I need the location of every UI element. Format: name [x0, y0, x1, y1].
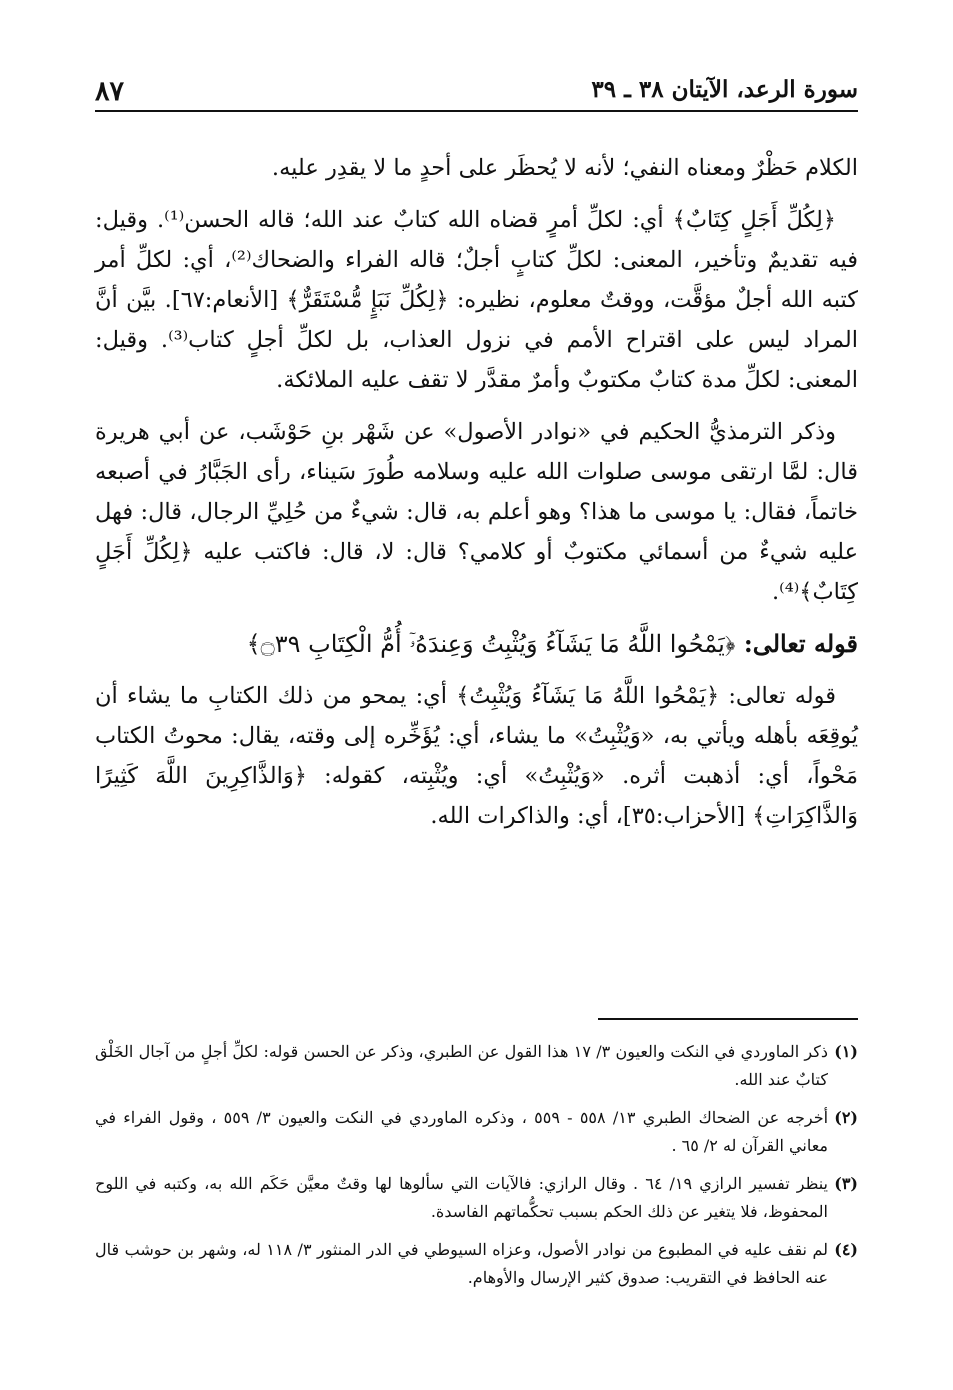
main-text	[95, 148, 858, 848]
footnote-text: أخرجه عن الضحاك الطبري ١٣/ ٥٥٨ - ٥٥٩ ، وذكره الماوردي في النكت والعيون ٣/ ٥٥٩ ، وقول الفراء في معاني القرآن له ٢/ ٦٥ .	[95, 1108, 829, 1155]
footnote	[95, 1038, 858, 1094]
footnote-number: (١)	[834, 1042, 858, 1061]
footnote-text: ينظر تفسير الرازي ١٩/ ٦٤ . وقال الرازي: فالآيات التي سألوها لها وقتٌ معيَّن حَكَم الله به، وكتبه في اللوح المحفوظ، فلا يتغير عن ذلك الحكم بسبب تحكُّماتهم الفاسدة.	[95, 1174, 829, 1221]
footnote-number: (٣)	[834, 1174, 858, 1193]
paragraph: ﴿لِكُلِّ أَجَلٍ كِتَابٌ﴾ أي: لكلِّ أمرٍ قضاه الله كتابٌ عند الله؛ قاله الحسن⁽¹⁾. وقيل: فيه تقديمٌ وتأخير، المعنى: لكلِّ كتابٍ أجلٌ؛ قاله الفراء والضحاك⁽²⁾، أي: لكلِّ أمر كتبه الله أجلٌ مؤقَّت، ووقتٌ معلوم، نظيره: ﴿لِكُلِّ نَبَإٍ مُّسْتَقَرٌّ﴾ [الأنعام:٦٧]. بيَّن أنَّ المراد ليس على اقتراح الأمم في نزول العذاب، بل لكلِّ أجلٍ كتاب⁽³⁾. وقيل: المعنى: لكلِّ مدة كتابٌ مكتوبٌ وأمرٌ مقدَّر لا تقف عليه الملائكة.	[95, 207, 858, 393]
paragraph: وذكر الترمذيُّ الحكيم في «نوادر الأصول» عن شَهْر بنِ حَوْشَب، عن أبي هريرة قال: لمَّا ارتقى موسى صلوات الله عليه وسلامه طُورَ سَيناء، رأى الجَبَّارُ في أصبعه خاتماً، فقال: يا موسى ما هذا؟ وهو أعلم به، قال: شيءٌ من حُلِيِّ الرجال، قال: فهل عليه شيءٌ من أسمائي مكتوبٌ أو كلامي؟ قال: لا، قال: فاكتب عليه ﴿لِكُلِّ أَجَلٍ كِتَابٌ﴾⁽⁴⁾.	[95, 419, 858, 605]
footnote	[95, 1236, 858, 1292]
running-title: سورة الرعد، الآيتان ٣٨ ـ ٣٩	[591, 76, 858, 103]
footnote-text: ذكر الماوردي في النكت والعيون ٣/ ١٧ هذا القول عن الطبري، وذكر عن الحسن قوله: لكلِّ أجلٍ من آجال الخَلْق كتابٌ عند الله.	[95, 1042, 828, 1089]
verse-heading	[95, 624, 858, 664]
paragraph: قوله تعالى: ﴿يَمْحُوا اللَّهُ مَا يَشَآءُ وَيُثْبِتُ﴾ أي: يمحو من ذلك الكتابِ ما يشاء أن يُوقِعَه بأهله ويأتي به، «وَيُثْبِتُ» ما يشاء، أي: يُؤَخِّره إلى وقته، يقال: محوتُ الكتاب مَحْواً، أي: أذهبت أثره. «وَيُثْبِتُ» أي: ويُثْبِته، كقوله: ﴿وَالذَّاكِرِينَ اللَّهَ كَثِيرًا وَالذَّاكِرَاتِ﴾ [الأحزاب:٣٥]، أي: والذاكرات الله.	[95, 683, 858, 829]
footnotes	[95, 1038, 858, 1302]
verse-text: ﴿يَمْحُوا اللَّهُ مَا يَشَآءُ وَيُثْبِتُ وَعِندَهُۥٓ أُمُّ الْكِتَابِ ۝٣٩﴾	[246, 630, 736, 658]
footnote-divider	[598, 1018, 858, 1020]
footnote-number: (٢)	[834, 1108, 858, 1127]
footnote-text: لم نقف عليه في المطبوع من نوادر الأصول، وعزاه السيوطي في الدر المنثور ٣/ ١١٨ له، وشهر بن حوشب قال عنه الحافظ في التقريب: صدوق كثير الإرسال والأوهام.	[95, 1240, 828, 1287]
verse-heading-label: قوله تعالى:	[743, 629, 858, 658]
footnote	[95, 1170, 858, 1226]
page-number: ٨٧	[95, 76, 125, 107]
footnote	[95, 1104, 858, 1160]
footnote-number: (٤)	[834, 1240, 858, 1259]
paragraph: الكلام حَظْرٌ ومعناه النفي؛ لأنه لا يُحظَر على أحدٍ ما لا يقدِر عليه.	[271, 155, 858, 181]
page-header	[95, 70, 858, 112]
